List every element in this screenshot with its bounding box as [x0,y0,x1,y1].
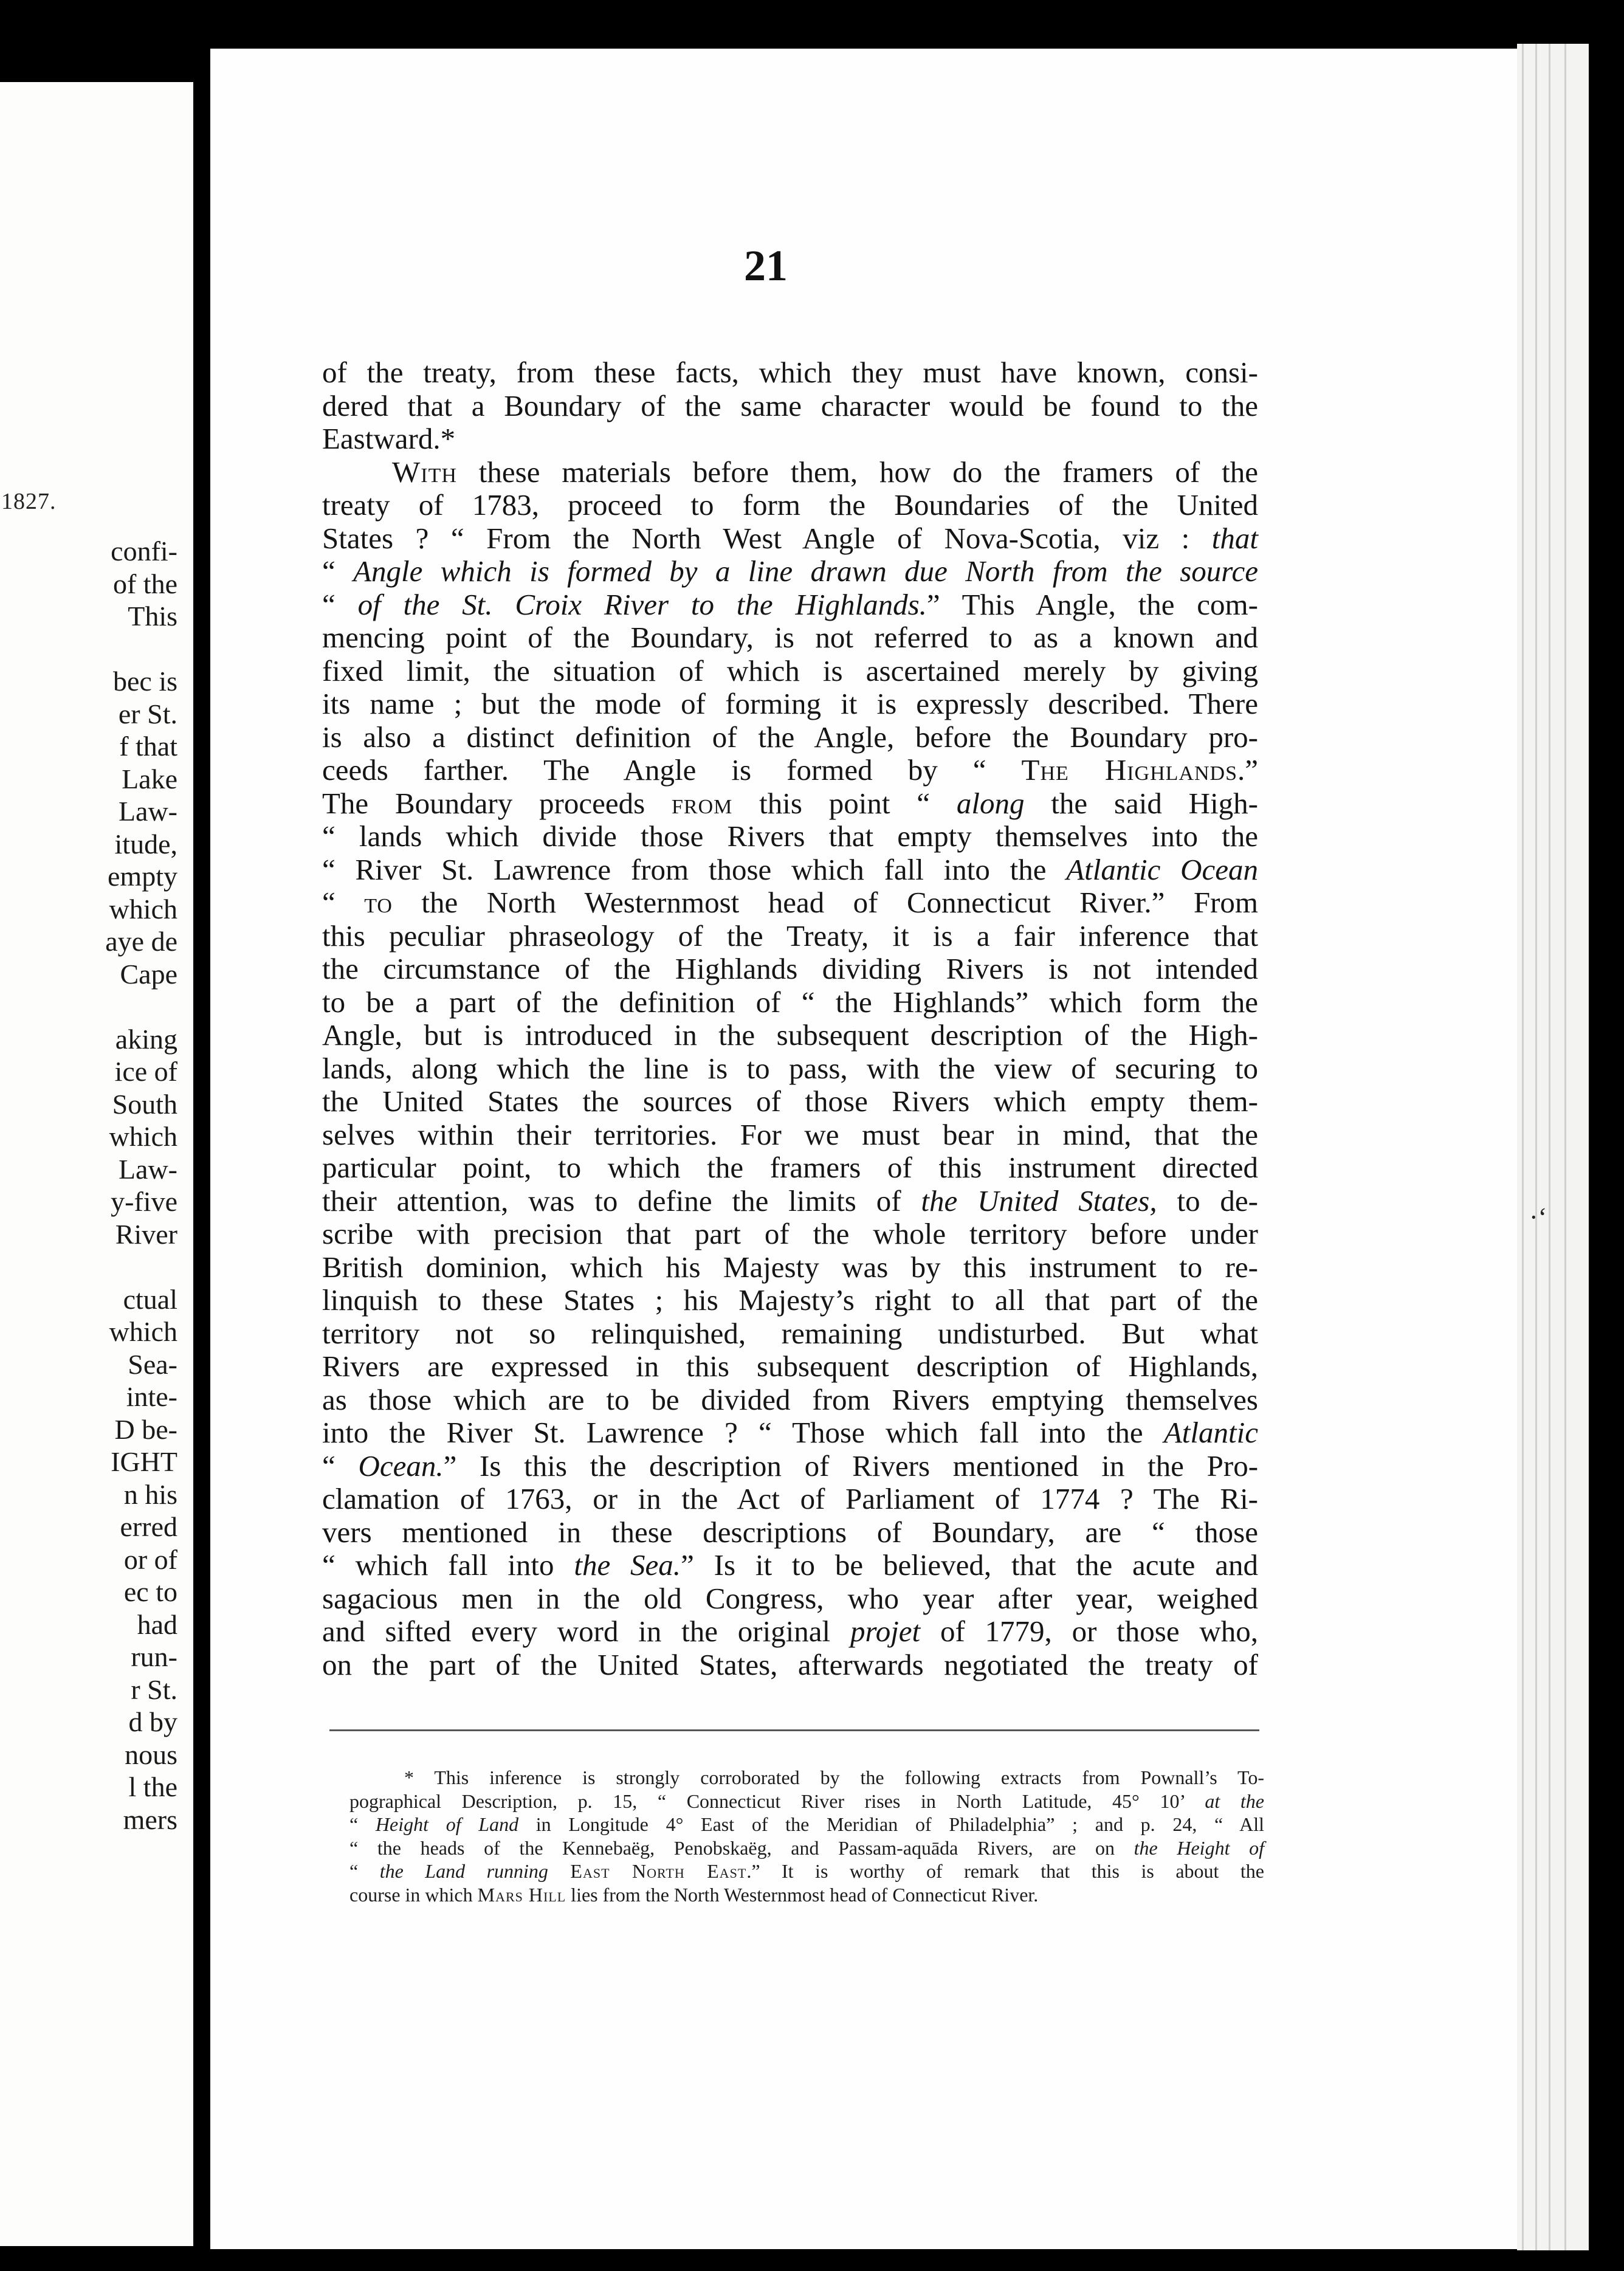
text-line: “ which fall into the Sea.” Is it to be believed, that the acute and [322,1548,1258,1582]
facing-page-fragment: Law- [118,796,177,827]
text-line: “ to the North Westernmost head of Connecticut River.” From [322,886,1258,919]
footnote-line: “ Height of Land in Longitude 4° East of the Meridian of Philadelphia” ; and p. 24, “ All [349,1813,1265,1835]
facing-page-fragment: empty [108,861,177,892]
text-line: Rivers are expressed in this subsequent description of Highlands, [322,1349,1258,1383]
facing-page-fragment: Cape [120,958,177,990]
text-line: of the treaty, from these facts, which they must have known, consi- [322,356,1258,389]
body-text [322,356,1258,1681]
facing-page-fragment: bec is [112,666,177,697]
text-line: vers mentioned in these descriptions of Boundary, are “ those [322,1515,1258,1549]
text-line: The Boundary proceeds from this point “ along the said High- [322,786,1259,820]
facing-page-fragment: f that [119,731,177,762]
footnote-line: course in which Mars Hill lies from the North Westernmost head of Connecticut River. [349,1883,1039,1906]
text-line: treaty of 1783, proceed to form the Boundaries of the United [322,488,1258,522]
text-line: the circumstance of the Highlands dividing Rivers is not intended [322,952,1258,985]
facing-page-fragment: l the [128,1771,177,1802]
facing-page-fragment: Law- [118,1153,177,1185]
text-line: “ of the St. Croix River to the Highlands.” This Angle, the com- [322,587,1258,621]
facing-page-fragment: River [115,1218,177,1250]
facing-page-fragment: inte- [126,1381,177,1412]
facing-page-fragment: ctual [123,1283,177,1315]
text-line: “ River St. Lawrence from those which fall into the Atlantic Ocean [322,852,1258,886]
footnote [349,1766,1264,1906]
facing-page-fragment: which [109,1316,177,1347]
text-line: particular point, to which the framers of this instrument directed [322,1151,1258,1184]
page-edges [1517,44,1589,2250]
facing-page-fragment: y-five [111,1186,177,1217]
facing-page-year: 1827. [1,489,57,514]
footnote-line: “ the heads of the Kennebaëg, Penobskaëg, and Passam-aquāda Rivers, are on the Height of [349,1836,1265,1859]
facing-page-fragment: IGHT [111,1446,177,1477]
text-line: States ? “ From the North West Angle of Nova-Scotia, viz : that [322,521,1258,555]
text-line: to be a part of the definition of “ the Highlands” which form the [322,985,1258,1019]
footnote-line: * This inference is strongly corroborated by the following extracts from Pownall’s To- [404,1766,1264,1788]
footnote-line: “ the Land running East North East.” It is worthy of remark that this is about the [349,1860,1265,1882]
facing-page-fragment: n his [123,1478,177,1510]
facing-page-left [0,82,193,2246]
text-line: and sifted every word in the original projet of 1779, or those who, [322,1615,1258,1648]
facing-page-fragment: nous [125,1739,177,1770]
facing-page-fragment: This [128,601,177,632]
facing-page-fragment: ice of [114,1056,177,1087]
facing-page-fragment: or of [123,1543,177,1575]
facing-page-fragment: er St. [118,698,177,729]
facing-page-fragment: confi- [111,536,177,567]
text-line: Eastward.* [322,422,456,455]
facing-page-fragment [0,633,177,666]
facing-page-fragment: itude, [114,828,177,860]
text-line: on the part of the United States, afterwards negotiated the treaty of [322,1647,1258,1681]
text-line: selves within their territories. For we must bear in mind, that the [322,1117,1258,1151]
text-line: With these materials before them, how do the framers of the [392,455,1258,489]
facing-page-fragments [0,535,177,1836]
facing-page-fragment: erred [120,1511,177,1542]
text-line: Angle, but is introduced in the subsequent description of the High- [322,1018,1258,1052]
facing-page-fragment: r St. [131,1673,177,1705]
text-line: lands, along which the line is to pass, with the view of securing to [322,1051,1258,1085]
text-line: is also a distinct definition of the Angle, before the Boundary pro- [322,720,1258,754]
facing-page-fragment: aye de [105,926,177,957]
facing-page-fragment: Lake [122,763,177,794]
text-line: sagacious men in the old Congress, who year after year, weighed [322,1581,1258,1615]
text-line: into the River St. Lawrence ? “ Those which fall into the Atlantic [322,1416,1258,1449]
text-line: the United States the sources of those Rivers which empty them- [322,1084,1258,1118]
facing-page-fragment: of the [112,568,177,599]
text-line: territory not so relinquished, remaining undisturbed. But what [322,1316,1258,1350]
facing-page-fragment: Sea- [128,1348,177,1380]
footnote-line: pographical Description, p. 15, “ Connecticut River rises in North Latitude, 45° 10’ at the [349,1790,1265,1812]
text-line: British dominion, which his Majesty was by this instrument to re- [322,1250,1258,1284]
facing-page-fragment: D be- [114,1413,177,1445]
text-line: scribe with precision that part of the whole territory before under [322,1217,1258,1250]
facing-page-fragment: which [109,893,177,925]
page-number: 21 [744,241,788,290]
facing-page-fragment: d by [128,1706,177,1737]
text-line: linquish to these States ; his Majesty’s right to all that part of the [322,1283,1258,1317]
facing-page-fragment: had [137,1608,177,1640]
text-line: ceeds farther. The Angle is formed by “ The Highlands.” [322,753,1258,787]
facing-page-fragment: mers [123,1804,177,1835]
facing-page-fragment: ec to [123,1576,177,1607]
facing-page-fragment: which [109,1121,177,1152]
footnote-divider [329,1729,1259,1731]
text-line: clamation of 1763, or in the Act of Parliament of 1774 ? The Ri- [322,1482,1258,1515]
text-line: their attention, was to define the limits of the United States, to de- [322,1184,1258,1218]
text-line: “ lands which divide those Rivers that empty themselves into the [322,819,1258,853]
text-line: dered that a Boundary of the same character would be found to the [322,388,1258,422]
text-line: as those which are to be divided from Rivers emptying themselves [322,1382,1258,1416]
text-line: mencing point of the Boundary, is not referred to as a known and [322,621,1258,654]
facing-page-fragment [0,1250,177,1283]
text-line: “ Angle which is formed by a line drawn due North from the source [322,554,1259,588]
text-line: this peculiar phraseology of the Treaty, it is a fair inference that [322,918,1258,953]
text-line: “ Ocean.” Is this the description of Rivers mentioned in the Pro- [322,1449,1259,1483]
facing-page-fragment: aking [115,1023,177,1055]
facing-page-fragment: run- [131,1641,177,1672]
text-line: its name ; but the mode of forming it is expressly described. There [322,687,1258,720]
text-line: fixed limit, the situation of which is ascertained merely by giving [322,653,1258,688]
margin-mark: ·ʻ [1529,1202,1547,1232]
facing-page-fragment: South [112,1088,177,1120]
facing-page-fragment [0,990,177,1023]
